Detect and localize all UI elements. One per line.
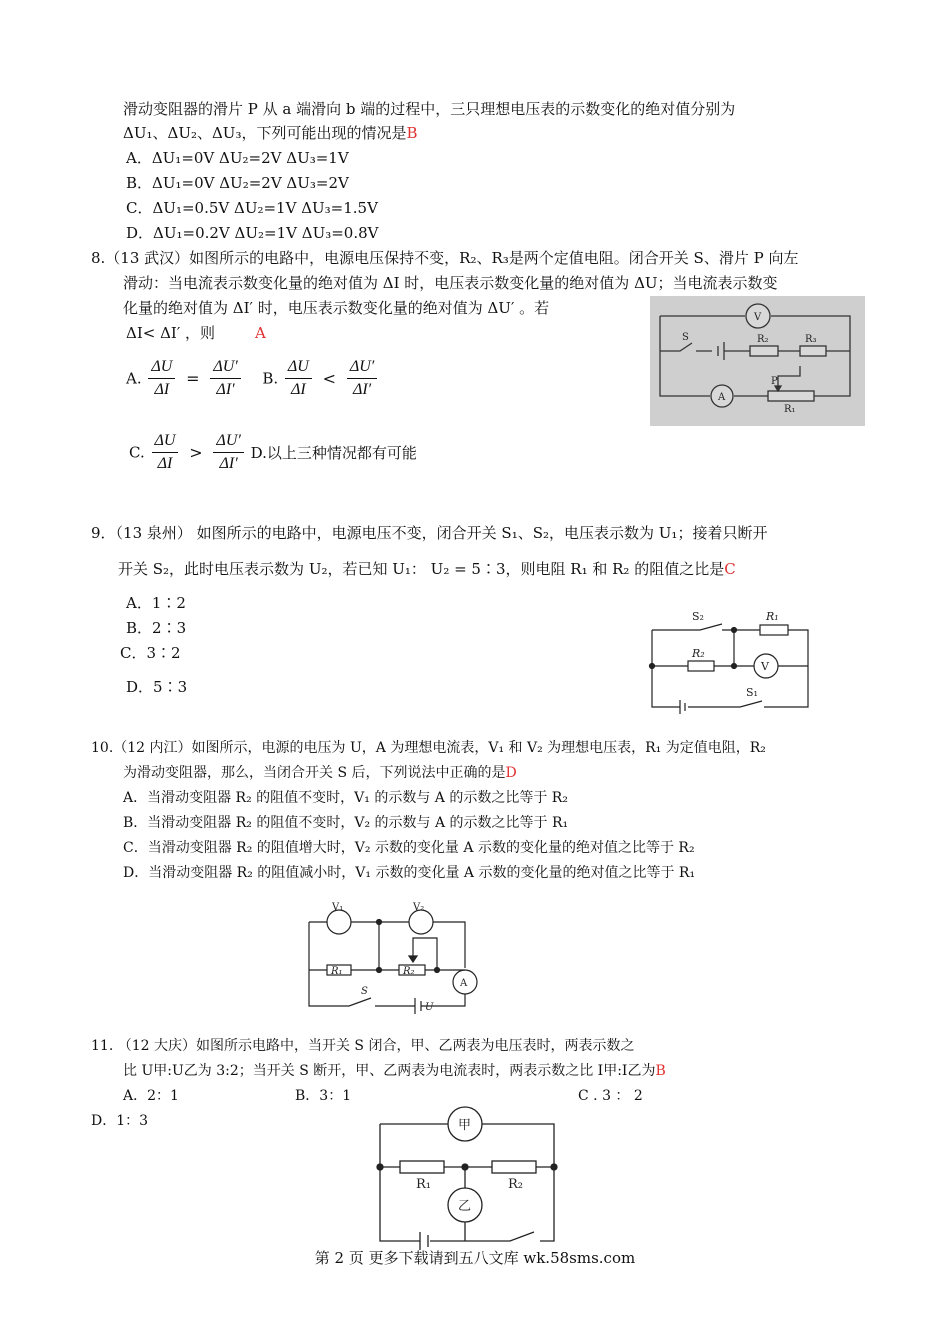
- q8-fig-p-label: P: [771, 376, 778, 387]
- q8-fig-v-label: V: [754, 312, 762, 323]
- q7-option-b: B．ΔU₁=0V ΔU₂=2V ΔU₃=2V: [126, 174, 349, 192]
- q11-option-d: D．1：3: [91, 1113, 149, 1129]
- q10-fig-v2-label: V₂: [413, 902, 425, 913]
- fraction: $\frac{\Delta U}{\Delta I}$: [148, 356, 175, 401]
- q9-circuit-diagram: [648, 606, 818, 718]
- q10-fig-s-label: S: [361, 986, 368, 997]
- q10-option-d: D．当滑动变阻器 R₂ 的阻值减小时，V₁ 示数的变化量 A 示数的变化量的绝对值之比等于 R₁: [123, 865, 696, 881]
- q7-answer: B: [406, 124, 418, 142]
- q8-option-c-label: C.: [129, 443, 145, 462]
- q7-option-c: C．ΔU₁=0.5V ΔU₂=1V ΔU₃=1.5V: [126, 199, 378, 217]
- q11-option-c: C . 3 ： 2: [578, 1088, 643, 1104]
- fraction: $\frac{\Delta U}{\Delta I}$: [285, 356, 312, 401]
- q9-fig-s2-label: S₂: [692, 610, 704, 623]
- q8-options-ab: [126, 356, 379, 401]
- q10-option-c: C．当滑动变阻器 R₂ 的阻值增大时，V₂ 示数的变化量 A 示数的变化量的绝对值之比等于 R₂: [123, 840, 695, 856]
- q10-option-b: B．当滑动变阻器 R₂ 的阻值不变时，V₂ 的示数与 A 的示数之比等于 R₁: [123, 815, 569, 831]
- q9-option-c: C．3∶2: [120, 644, 181, 662]
- q8-options-cd: [129, 430, 417, 475]
- q8-fig-r2-label: R₂: [757, 334, 769, 345]
- q8-option-b-label: B.: [262, 369, 279, 388]
- q8-option-d: D.以上三种情况都有可能: [250, 444, 417, 462]
- q11-fig-jia-label: 甲: [458, 1118, 472, 1133]
- q9-option-b: B．2∶3: [126, 619, 187, 637]
- q9-option-a: A．1∶2: [126, 594, 186, 612]
- fraction: $\frac{\Delta U}{\Delta I}$: [152, 430, 179, 475]
- q11-fig-r2-label: R₂: [508, 1177, 523, 1192]
- q7-stem-line1: 滑动变阻器的滑片 P 从 a 端滑向 b 端的过程中，三只理想电压表的示数变化的绝对值分别为: [123, 100, 736, 118]
- q10-answer: D: [505, 765, 517, 781]
- q11-circuit-diagram: [374, 1106, 564, 1246]
- fraction: $\frac{\Delta U'}{\Delta I'}$: [210, 356, 240, 401]
- q10-fig-a-label: A: [460, 978, 468, 989]
- q8-fig-r1-label: R₁: [784, 404, 796, 415]
- q8-stem-line4: [126, 323, 266, 343]
- q11-fig-r1-label: R₁: [416, 1177, 431, 1192]
- q9-fig-v-label: V: [761, 660, 769, 673]
- q9-stem-text: 开关 S₂，此时电压表示数为 U₂，若已知 U₁： U₂ = 5∶3，则电阻 R₁ 和 R₂ 的阻值之比是: [118, 560, 725, 578]
- q7-option-d: D．ΔU₁=0.2V ΔU₂=1V ΔU₃=0.8V: [126, 224, 379, 242]
- q10-stem-line2: [123, 763, 517, 783]
- q11-option-b: B．3：1: [295, 1088, 352, 1104]
- q10-stem-line1: 10.（12 内江）如图所示，电源的电压为 U，A 为理想电流表，V₁ 和 V₂ 为理想电压表，R₁ 为定值电阻，R₂: [91, 740, 766, 756]
- q11-stem-line2: [123, 1061, 666, 1081]
- q9-fig-r1-label: R₁: [766, 610, 779, 623]
- q7-stem-text: ΔU₁、ΔU₂、ΔU₃，下列可能出现的情况是: [123, 124, 407, 142]
- q7-option-a: A．ΔU₁=0V ΔU₂=2V ΔU₃=1V: [126, 149, 349, 167]
- q10-fig-r2-label: R₂: [403, 966, 415, 977]
- page-footer: 第 2 页 更多下载请到五八文库 wk.58sms.com: [314, 1249, 636, 1267]
- q8-circuit-photo: [650, 296, 865, 426]
- q11-fig-yi-label: 乙: [458, 1199, 472, 1214]
- q9-stem-line1: 9．（13 泉州） 如图所示的电路中，电源电压不变，闭合开关 S₁、S₂，电压表示数为 U₁；接着只断开: [91, 524, 768, 542]
- q9-option-d: D．5∶3: [126, 678, 188, 696]
- fraction: $\frac{\Delta U'}{\Delta I'}$: [347, 356, 377, 401]
- q9-answer: C: [724, 560, 736, 578]
- q8-fig-s-label: S: [682, 332, 689, 343]
- q10-stem-text: 为滑动变阻器，那么，当闭合开关 S 后，下列说法中正确的是: [123, 765, 506, 781]
- q9-fig-s1-label: S₁: [746, 686, 758, 699]
- q8-fig-a-label: A: [718, 392, 726, 403]
- equals-sign: =: [186, 369, 200, 388]
- q8-fig-r3-label: R₃: [805, 334, 817, 345]
- q8-stem-line2: 滑动：当电流表示数变化量的绝对值为 ΔI 时，电压表示数变化量的绝对值为 ΔU；当电流表示数变: [123, 274, 778, 292]
- q10-fig-u-label: U: [425, 1002, 434, 1013]
- q10-fig-v1-label: V₁: [332, 902, 344, 913]
- q7-stem-line2: [123, 123, 418, 143]
- greater-than-sign: >: [189, 443, 203, 462]
- fraction: $\frac{\Delta U'}{\Delta I'}$: [213, 430, 243, 475]
- q8-stem-line1: 8.（13 武汉）如图所示的电路中，电源电压保持不变，R₂、R₃是两个定值电阻。闭合开关 S、滑片 P 向左: [91, 249, 799, 267]
- q8-answer: A: [255, 324, 266, 342]
- less-than-sign: <: [322, 369, 337, 388]
- q9-stem-line2: [118, 559, 736, 579]
- q8-circuit-diagram: [650, 296, 865, 426]
- q11-stem-text: 比 U甲:U乙为 3:2；当开关 S 断开，甲、乙两表为电流表时，两表示数之比 I甲:I乙为: [123, 1063, 656, 1079]
- q10-option-a: A．当滑动变阻器 R₂ 的阻值不变时，V₁ 的示数与 A 的示数之比等于 R₂: [123, 790, 568, 806]
- q9-fig-r2-label: R₂: [692, 647, 705, 660]
- q8-stem-text: ΔI< ΔI′ ，则: [126, 324, 216, 342]
- q11-answer: B: [655, 1063, 666, 1079]
- q8-stem-line3: 化量的绝对值为 ΔI′ 时，电压表示数变化量的绝对值为 ΔU′ 。若: [123, 299, 550, 317]
- q10-fig-r1-label: R₁: [331, 966, 343, 977]
- q11-option-a: A．2：1: [123, 1088, 179, 1104]
- q8-option-a-label: A.: [126, 369, 142, 388]
- q11-stem-line1: 11. （12 大庆）如图所示电路中，当开关 S 闭合，甲、乙两表为电压表时，两表示数之: [91, 1038, 635, 1054]
- q10-circuit-diagram: [305, 898, 485, 1013]
